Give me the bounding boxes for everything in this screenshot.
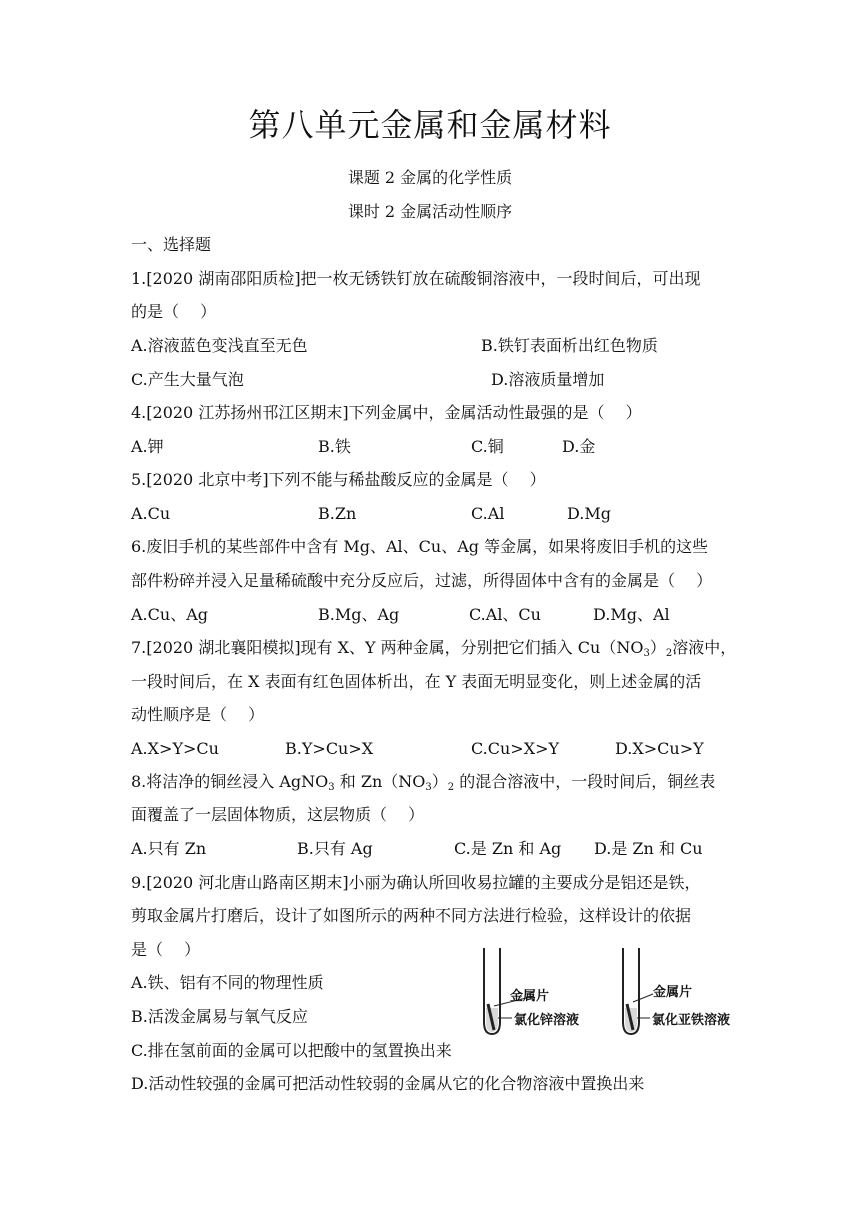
section-heading: 一、选择题 xyxy=(131,235,212,254)
question-7-option-c: C.Cu>X>Y xyxy=(471,739,560,758)
right-solution-label: 氯化亚铁溶液 xyxy=(652,1013,731,1028)
question-1-line-2: 的是（ ） xyxy=(131,302,217,321)
question-6-option-a: A.Cu、Ag xyxy=(131,605,208,624)
question-9-option-b: B.活泼金属易与氧气反应 xyxy=(131,1007,308,1026)
question-1-line-1: 1.[2020 湖南邵阳质检]把一枚无锈铁钉放在硫酸铜溶液中，一段时间后，可出现 xyxy=(131,269,701,288)
question-7-line-1: 7.[2020 湖北襄阳模拟]现有 X、Y 两种金属，分别把它们插入 $Cu(NO_3)_2$溶液中， xyxy=(131,638,737,659)
period-subtitle: 课时 2 金属活动性顺序 xyxy=(347,202,513,221)
left-metal-label: 金属片 xyxy=(510,989,550,1004)
question-9-line-2: 剪取金属片打磨后，设计了如图所示的两种不同方法进行检验，这样设计的依据 xyxy=(131,906,692,925)
lesson-subtitle: 课题 2 金属的化学性质 xyxy=(347,168,513,187)
question-7-option-d: D.X>Cu>Y xyxy=(615,739,704,758)
question-1-option-b: B.铁钉表面析出红色物质 xyxy=(481,336,658,355)
question-7-option-a: A.X>Y>Cu xyxy=(131,739,219,758)
question-9-option-a: A.铁、铝有不同的物理性质 xyxy=(131,973,324,992)
question-7-option-b: B.Y>Cu>X xyxy=(285,739,374,758)
question-8-line-1: 8.将洁净的铜丝浸入 AgNO$_3$ 和 $Zn(NO_3)_2$ 的混合溶液中，一段时间后，铜丝表 xyxy=(131,772,716,793)
question-9-line-1: 9.[2020 河北唐山路南区期末]小丽为确认所回收易拉罐的主要成分是铝还是铁， xyxy=(131,873,701,892)
document-title: 第八单元金属和金属材料 xyxy=(248,106,612,144)
question-8-option-c: C.是 Zn 和 Ag xyxy=(454,839,562,858)
question-5-option-a: A.Cu xyxy=(131,504,171,523)
question-8-option-b: B.只有 Ag xyxy=(297,839,373,858)
question-4-option-a: A.钾 xyxy=(131,437,164,456)
right-metal-label: 金属片 xyxy=(653,985,693,1000)
question-1-option-c: C.产生大量气泡 xyxy=(131,370,244,389)
question-6-line-1: 6.废旧手机的某些部件中含有 Mg、Al、Cu、Ag 等金属，如果将废旧手机的这些 xyxy=(131,537,709,556)
question-5-line-1: 5.[2020 北京中考]下列不能与稀盐酸反应的金属是（ ） xyxy=(131,470,546,489)
question-9-option-c: C.排在氢前面的金属可以把酸中的氢置换出来 xyxy=(131,1041,452,1060)
question-1-option-d: D.溶液质量增加 xyxy=(491,370,605,389)
question-4-line-1: 4.[2020 江苏扬州邗江区期末]下列金属中，金属活动性最强的是（ ） xyxy=(131,403,642,422)
question-6-option-c: C.Al、Cu xyxy=(469,605,541,624)
question-6-option-b: B.Mg、Ag xyxy=(318,605,400,624)
question-8-line-2: 面覆盖了一层固体物质，这层物质（ ） xyxy=(131,805,425,824)
question-5-option-b: B.Zn xyxy=(318,504,357,523)
question-8-option-a: A.只有 Zn xyxy=(131,839,207,858)
question-9-line-3: 是（ ） xyxy=(131,940,201,959)
question-9-option-d: D.活动性较强的金属可把活动性较弱的金属从它的化合物溶液中置换出来 xyxy=(131,1074,645,1093)
left-solution-label: 氯化锌溶液 xyxy=(514,1013,580,1028)
question-4-option-d: D.金 xyxy=(562,437,596,456)
right-test-tube xyxy=(623,948,653,1034)
question-5-option-d: D.Mg xyxy=(567,504,611,523)
question-4-option-c: C.铜 xyxy=(471,437,504,456)
question-5-option-c: C.Al xyxy=(471,504,505,523)
question-7-line-3: 动性顺序是（ ） xyxy=(131,705,265,724)
question-7-line-2: 一段时间后，在 X 表面有红色固体析出，在 Y 表面无明显变化，则上述金属的活 xyxy=(131,672,702,691)
question-6-line-2: 部件粉碎并浸入足量稀硫酸中充分反应后，过滤，所得固体中含有的金属是（ ） xyxy=(131,571,713,590)
question-6-option-d: D.Mg、Al xyxy=(593,605,670,624)
question-1-option-a: A.溶液蓝色变浅直至无色 xyxy=(131,336,308,355)
test-tubes-figure xyxy=(478,944,748,1044)
question-8-option-d: D.是 Zn 和 Cu xyxy=(594,839,703,858)
question-4-option-b: B.铁 xyxy=(318,437,351,456)
